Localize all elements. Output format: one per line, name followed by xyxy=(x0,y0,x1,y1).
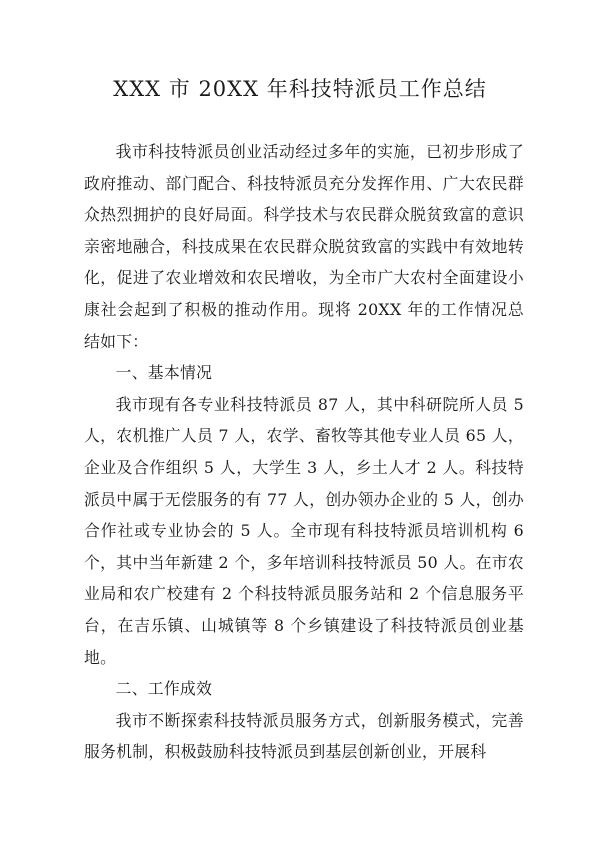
section-heading-basic-situation: 一、基本情况 xyxy=(115,363,213,383)
basic-situation-paragraph: 我市现有各专业科技特派员 87 人，其中科研院所人员 5 人，农机推广人员 7 人，农学、畜牧等其他专业人员 65 人，企业及合作组织 5 人，大学生 3 人，乡土人才 2 人。科技特派员中属于无偿服务的有 77 人，创办领办企业的 5 人，创办合作社或专业协会的 5 人。全市现有科技特派员培训机构 6 个，其中当年新建 2 个，多年培训科技特派员 50 人。在市农业局和农广校建有 2 个科技特派员服务站和 2 个信息服务平台，在吉乐镇、山城镇等 8 个乡镇建设了科技特派员创业基地。 xyxy=(84,394,524,667)
intro-paragraph: 我市科技特派员创业活动经过多年的实施，已初步形成了政府推动、部门配合、科技特派员充分发挥作用、广大农民群众热烈拥护的良好局面。科学技术与农民群众脱贫致富的意识亲密地融合，科技成果在农民群众脱贫致富的实践中有效地转化，促进了农业增效和农民增收，为全市广大农村全面建设小康社会起到了积极的推动作用。现将 20XX 年的工作情况总结如下： xyxy=(84,142,524,351)
document-title: XXX 市 20XX 年科技特派员工作总结 xyxy=(113,77,487,101)
work-results-paragraph: 我市不断探索科技特派员服务方式，创新服务模式，完善服务机制，积极鼓励科技特派员到基层创新创业，开展科 xyxy=(84,710,524,762)
document-body xyxy=(84,136,524,768)
section-heading-work-results: 二、工作成效 xyxy=(115,679,213,699)
